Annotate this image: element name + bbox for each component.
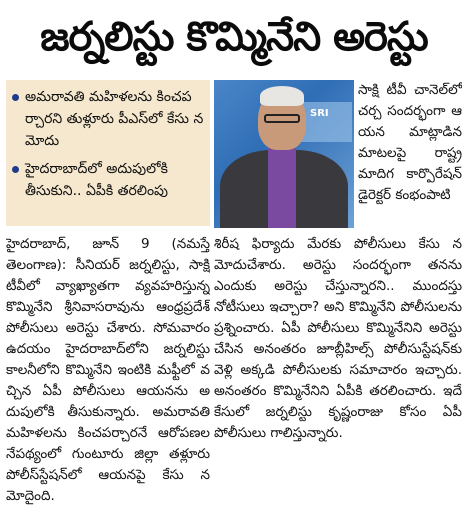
highlight-text: అమరావతి మహిళలను కించపర్చారని తుళ్లూరు పీఎస్‌లో కేసు నమోదు [25,89,204,149]
person-hair [260,86,304,106]
highlight-text: హైదరాబాద్‌లో అదుపులోకి తీసుకుని.. ఏపీకి తరలింపు [25,161,169,199]
person-glasses [264,114,300,123]
highlight-item [12,86,204,152]
highlights-box [6,80,210,226]
highlight-item [12,158,204,202]
journalist-photo [214,80,354,228]
bullet-icon [12,94,19,101]
article-column-right-top: సాక్షి టీవీ చానెల్‌లో చర్చ సందర్భంగా ఆయన మాట్లాడిన మాటలపై రాష్ట్ర మాదిగ కార్పొరేషన్ డైరెక్టర్ కంభంపాటి [358,82,462,203]
article-column-left: హైదరాబాద్, జూన్ 9 (నమస్తే తెలంగాణ): సీనియర్ జర్నలిస్టు, సాక్షి టీవీలో వ్యాఖ్యాతగా వ్యవహరిస్తున్న కొమ్మినేని శ్రీనివాసరావును ఆంధ్రప్రదేశ్ పోలీసులు అరెస్టు చేశారు. సోమవారం ఉదయం హైదరాబాద్‌లోని జర్నలిస్టు కాలనీలోని కొమ్మినేని ఇంటికి మఫ్టీలో వచ్చిన ఏపీ పోలీసులు ఆయనను అదుపులోకి తీసుకున్నారు. అమరావతి మహిళలను కించపర్చారనే ఆరోపణల నేపథ్యంలో గుంటూరు జిల్లా తళ్లూరు పోలీస్‌స్టేషన్‌లో ఆయనపై కేసు నమోదైంది. [6,236,210,504]
article-column-right-bottom: శిరీష ఫిర్యాదు మేరకు పోలీసులు కేసు నమోదుచేశారు. అరెస్టు సందర్భంగా తనను ఎందుకు అరెస్టు చేస్తున్నారని.. ముందస్తు నోటీసులు ఇచ్చారా? అని కొమ్మినేని పోలీసులను ప్రశ్నించారు. ఏపీ పోలీసులు కొమ్మినేనిని అరెస్టు చేసిన అనంతరం జూబ్లీహిల్స్ పోలీసుస్టేషన్‌కు వెళ్లి అక్కడి పోలీసులకు సమాచారం ఇచ్చారు. అనంతరం కొమ్మినేనిని ఏపీకి తరలించారు. ఇదే కేసులో జర్నలిస్టు కృష్ణంరాజు కోసం ఏపీ పోలీసులు గాలిస్తున్నారు. [214,236,462,441]
bullet-icon [12,166,19,173]
photo-background-text: SRI [310,108,329,119]
headline: జర్నలిస్టు కొమ్మినేని అరెస్టు [40,14,428,60]
person-shirt [268,148,296,228]
